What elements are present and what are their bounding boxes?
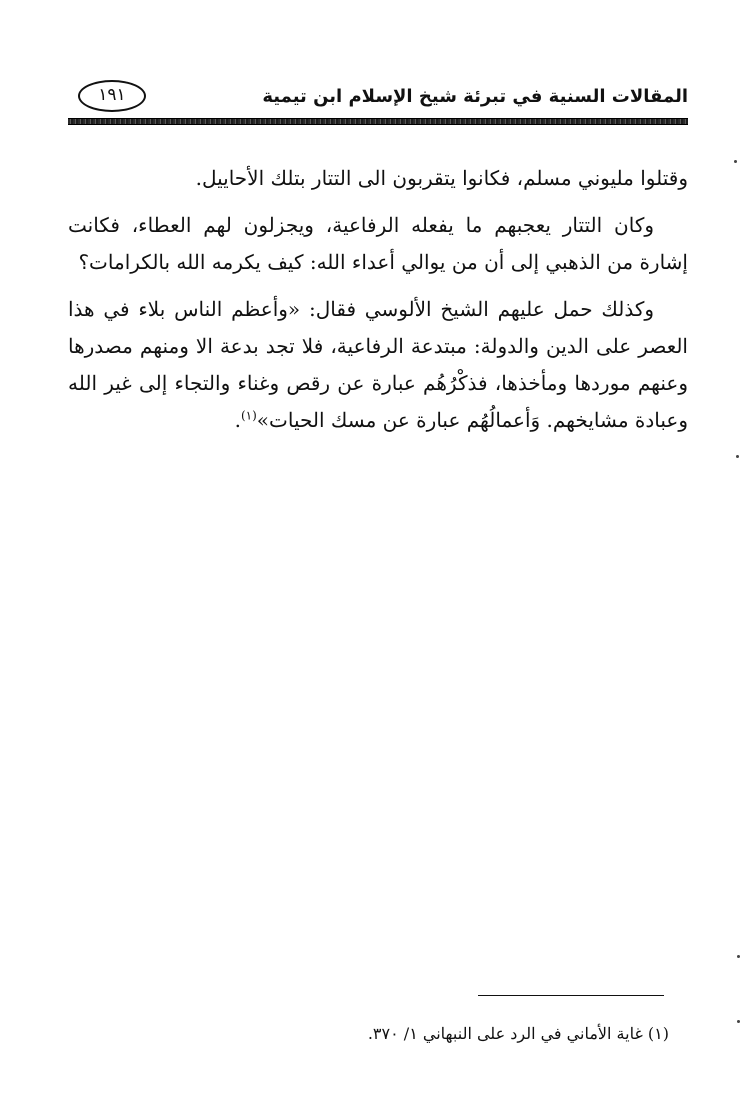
scan-speck [737, 955, 740, 958]
paragraph-1: وقتلوا مليوني مسلم، فكانوا يتقربون الى التتار بتلك الأحاييل. [195, 166, 688, 190]
footnote-divider [478, 995, 664, 996]
scan-speck [736, 455, 739, 458]
footnote: (١) غاية الأماني في الرد على النبهاني ١/ ٣٧٠. [367, 1024, 669, 1043]
main-text [68, 160, 688, 449]
scan-speck [737, 1020, 740, 1023]
page-number: ١٩١ [78, 80, 146, 112]
paragraph-3-end: . [234, 408, 241, 432]
paragraph-3-text: وكذلك حمل عليهم الشيخ الألوسي فقال: «وأعظم الناس بلاء في هذا العصر على الدين والدولة: مبتدعة الرفاعية، فلا تجد بدعة الا ومنهم مصدرها وعنهم موردها ومأخذها، فذكْرُهُم عبارة عن رقص وغناء والتجاء إلى غير الله وعبادة مشايخهم. وَأعمالُهُم عبارة عن مسك الحيات» [68, 297, 688, 432]
running-title: المقالات السنية في تبرئة شيخ الإسلام ابن تيمية [262, 86, 688, 107]
header-divider [68, 118, 688, 125]
paragraph-3 [68, 291, 688, 439]
footnote-reference: (١) [240, 408, 257, 423]
scan-speck [734, 160, 737, 163]
paragraph-2: وكان التتار يعجبهم ما يفعله الرفاعية، ويجزلون لهم العطاء، فكانت إشارة من الذهبي إلى أن من يوالي أعداء الله: كيف يكرمه الله بالكرامات؟ [68, 213, 688, 274]
page-header [68, 76, 688, 122]
